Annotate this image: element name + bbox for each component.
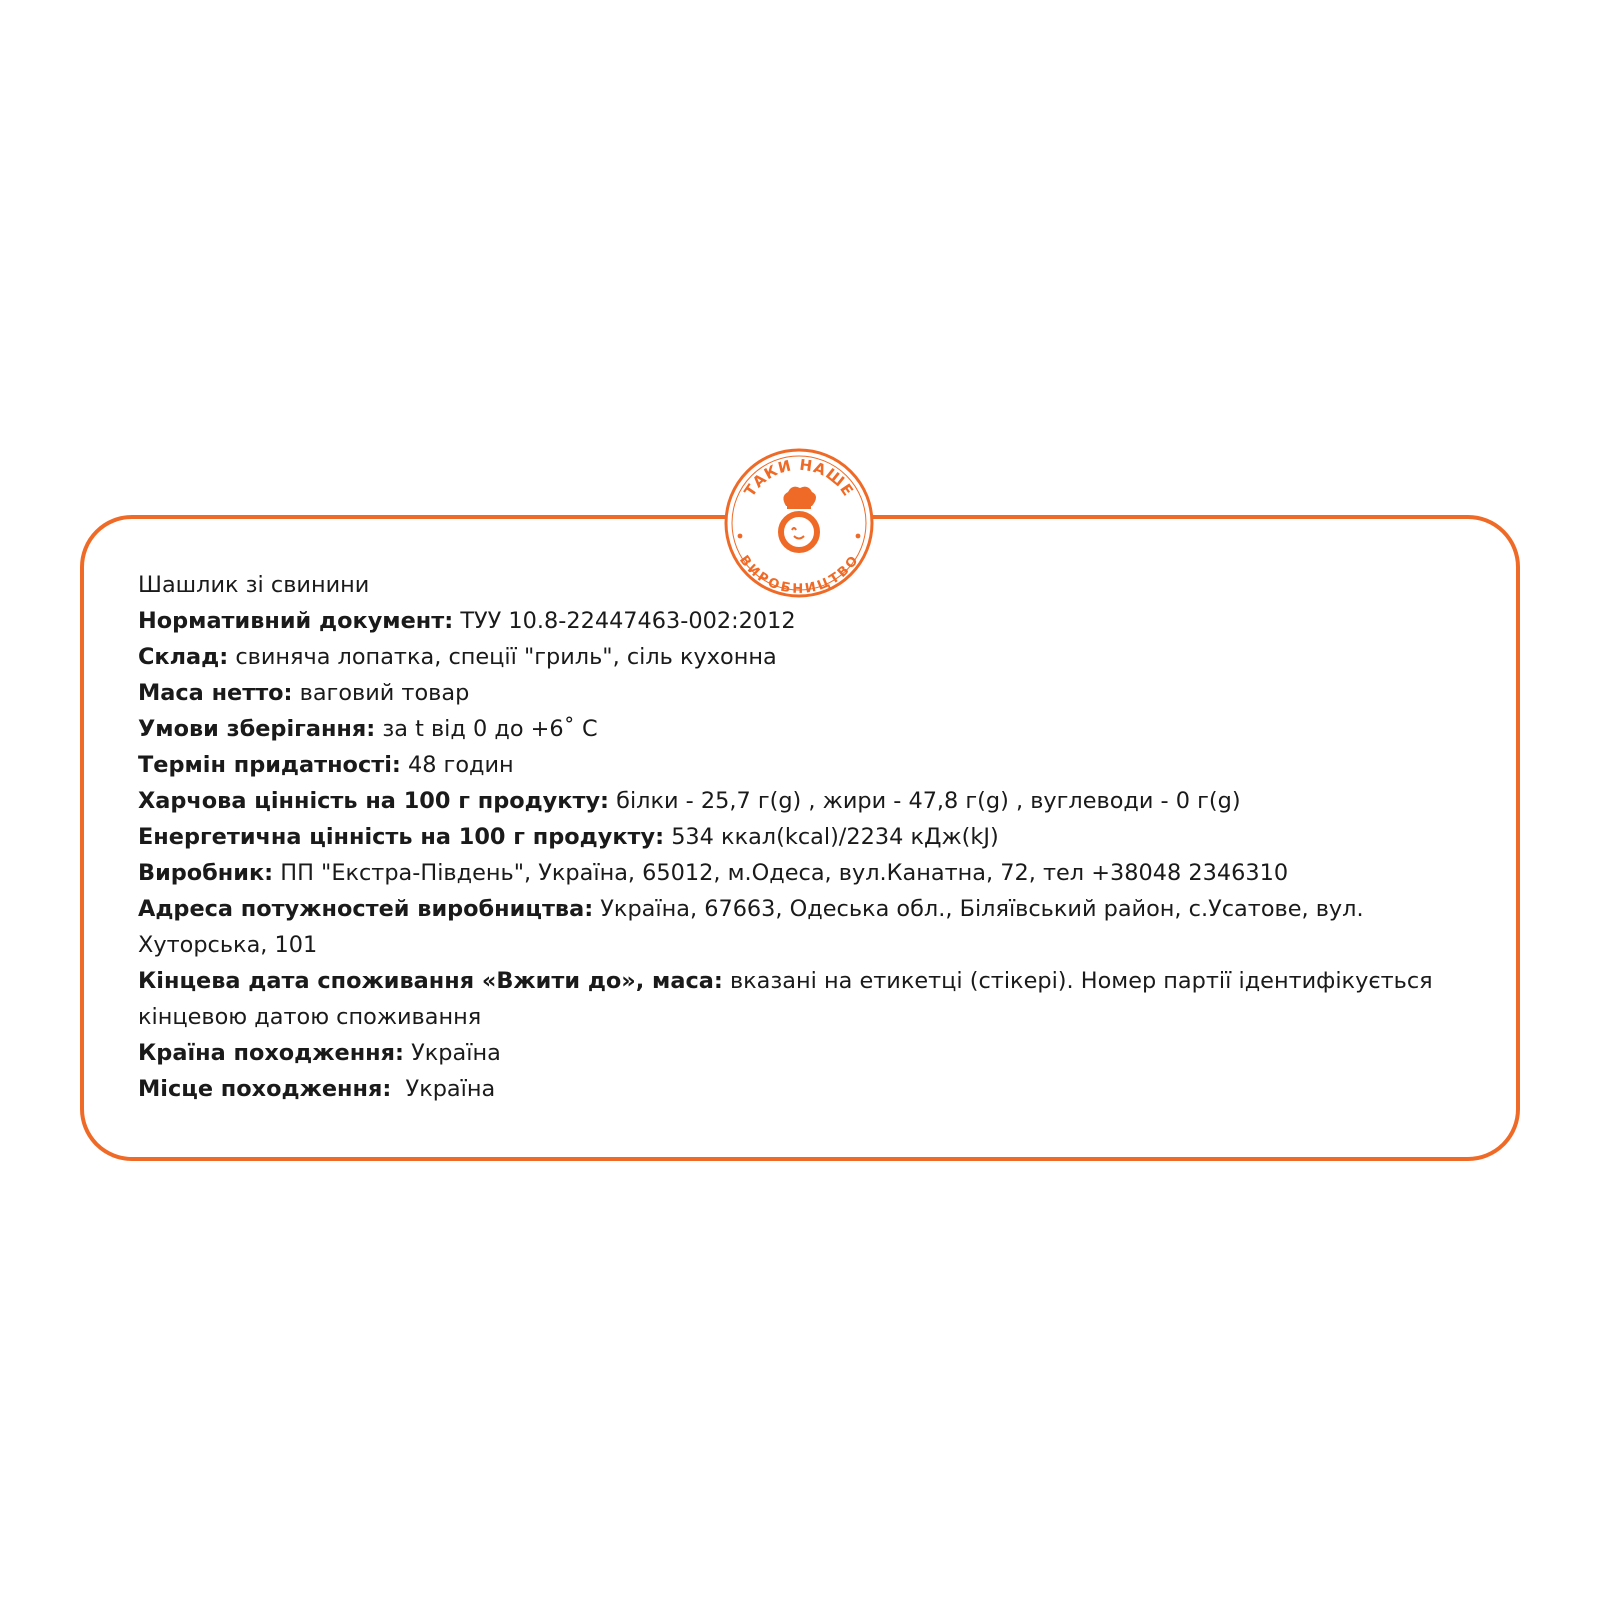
field-label: Енергетична цінність на 100 г продукту: [138,824,665,850]
product-name: Шашлик зі свинини [138,572,370,598]
field-label: Термін придатності: [138,752,401,778]
field-place-of-origin [138,1071,1478,1107]
field-label: Склад: [138,644,229,670]
field-value: свиняча лопатка, спеції "гриль", сіль кухонна [235,644,777,670]
field-value: ПП "Екстра-Південь", Україна, 65012, м.Одеса, вул.Канатна, 72, тел +38048 2346310 [280,860,1289,886]
field-production-address [138,891,1478,963]
field-label: Маса нетто: [138,680,293,706]
seal-dot-right [856,534,861,539]
field-label: Кінцева дата споживання «Вжити до», маса: [138,968,723,994]
field-label: Нормативний документ: [138,608,454,634]
seal-bottom-text: ВИРОБНИЦТВО [735,552,862,597]
seal-dot-left [738,534,743,539]
field-value: ваговий товар [299,680,470,706]
field-net-weight [138,675,1478,711]
field-value: білки - 25,7 г(g) , жири - 47,8 г(g) , вуглеводи - 0 г(g) [616,788,1241,814]
field-nutrition-value [138,783,1478,819]
field-value: 48 годин [407,752,514,778]
field-label: Умови зберігання: [138,716,376,742]
field-value: Україна [411,1040,501,1066]
field-label: Місце походження: [138,1076,392,1102]
field-manufacturer [138,855,1478,891]
product-info-card [80,515,1520,1161]
field-expiry-date [138,963,1478,1035]
field-label: Виробник: [138,860,274,886]
field-label: Адреса потужностей виробництва: [138,896,594,922]
seal-top-text: ТАКИ НАШЕ [740,455,858,500]
field-value: вказані на етикетці (стікері). Номер партії ідентифікується кінцевою датою споживання [138,968,1433,1030]
field-label: Харчова цінність на 100 г продукту: [138,788,610,814]
field-value: ТУУ 10.8-22447463-002:2012 [460,608,796,634]
field-label: Країна походження: [138,1040,404,1066]
field-value: 534 ккал(kcal)/2234 кДж(kJ) [671,824,999,850]
field-value: за t від 0 до +6˚ С [382,716,598,742]
brand-seal-logo [724,448,874,598]
product-info-text [138,567,1478,1107]
field-energy-value [138,819,1478,855]
field-storage-conditions [138,711,1478,747]
field-value: Україна, 67663, Одеська обл., Біляївський район, с.Усатове, вул. Хуторська, 101 [138,896,1364,958]
field-shelf-life [138,747,1478,783]
field-composition [138,639,1478,675]
field-normative-document [138,603,1478,639]
field-country-of-origin [138,1035,1478,1071]
field-value: Україна [398,1076,496,1102]
